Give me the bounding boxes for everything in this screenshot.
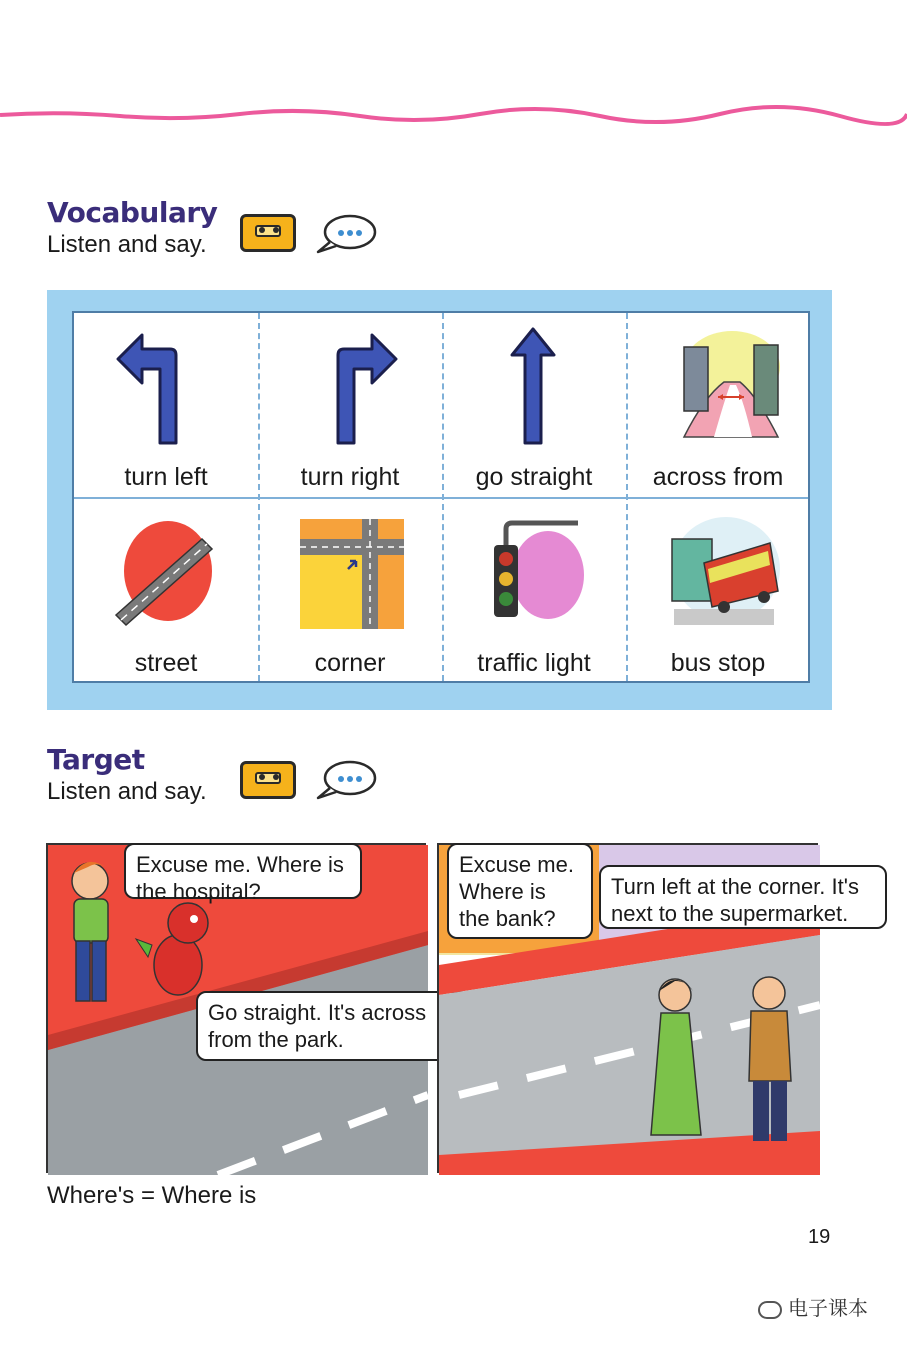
speech-bubble-icon[interactable]: [314, 212, 378, 258]
wechat-icon: [758, 1301, 782, 1319]
contraction-note: Where's = Where is: [47, 1182, 257, 1209]
vocabulary-subtitle: Listen and say.: [47, 231, 207, 258]
vocab-label: go straight: [475, 463, 593, 491]
bus-stop-icon: [664, 513, 784, 625]
turn-right-arrow-icon: [320, 325, 400, 445]
speech-bubble-answer: Turn left at the corner. It's next to the supermarket.: [599, 865, 887, 929]
vocab-card-turn-left[interactable]: [74, 313, 258, 498]
vocabulary-title: Vocabulary: [47, 196, 218, 229]
brand-text: 电子课本: [788, 1298, 868, 1320]
page-number: 19: [808, 1226, 831, 1248]
speech-bubble-icon[interactable]: [314, 758, 378, 804]
comic-panel-hospital: [46, 843, 426, 1173]
vocab-label: across from: [652, 463, 784, 491]
vocab-card-traffic-light[interactable]: [442, 499, 626, 684]
vocabulary-grid: [72, 311, 810, 683]
traffic-light-icon: [486, 515, 596, 625]
vocab-label: traffic light: [477, 649, 591, 677]
vocab-label: corner: [314, 649, 386, 677]
buildings-across-street-icon: [674, 327, 784, 442]
vocab-card-street[interactable]: [74, 499, 258, 684]
up-arrow-icon: [508, 325, 558, 445]
vocab-card-bus-stop[interactable]: [626, 499, 810, 684]
vocab-label: turn right: [300, 463, 400, 491]
vocab-card-across-from[interactable]: [626, 313, 810, 498]
comic-panel-bank: [437, 843, 859, 1173]
speech-bubble-answer: Go straight. It's across from the park.: [196, 991, 470, 1061]
speech-bubble-question: Excuse me. Where is the bank?: [447, 843, 593, 939]
vocab-card-corner[interactable]: [258, 499, 442, 684]
cassette-icon[interactable]: [240, 761, 296, 799]
vocab-label: street: [134, 649, 198, 677]
brand-label: [758, 1292, 868, 1321]
vocab-label: bus stop: [670, 649, 766, 677]
speech-bubble-question: Excuse me. Where is the hospital?: [124, 843, 362, 899]
vocab-card-go-straight[interactable]: [442, 313, 626, 498]
street-icon: [110, 515, 220, 625]
turn-left-arrow-icon: [114, 325, 194, 445]
vocab-label: turn left: [124, 463, 208, 491]
target-subtitle: Listen and say.: [47, 778, 207, 805]
target-title: Target: [47, 743, 145, 776]
street-corner-icon: [300, 519, 404, 629]
cassette-icon[interactable]: [240, 214, 296, 252]
vocab-card-turn-right[interactable]: [258, 313, 442, 498]
top-divider-line: [0, 108, 907, 122]
